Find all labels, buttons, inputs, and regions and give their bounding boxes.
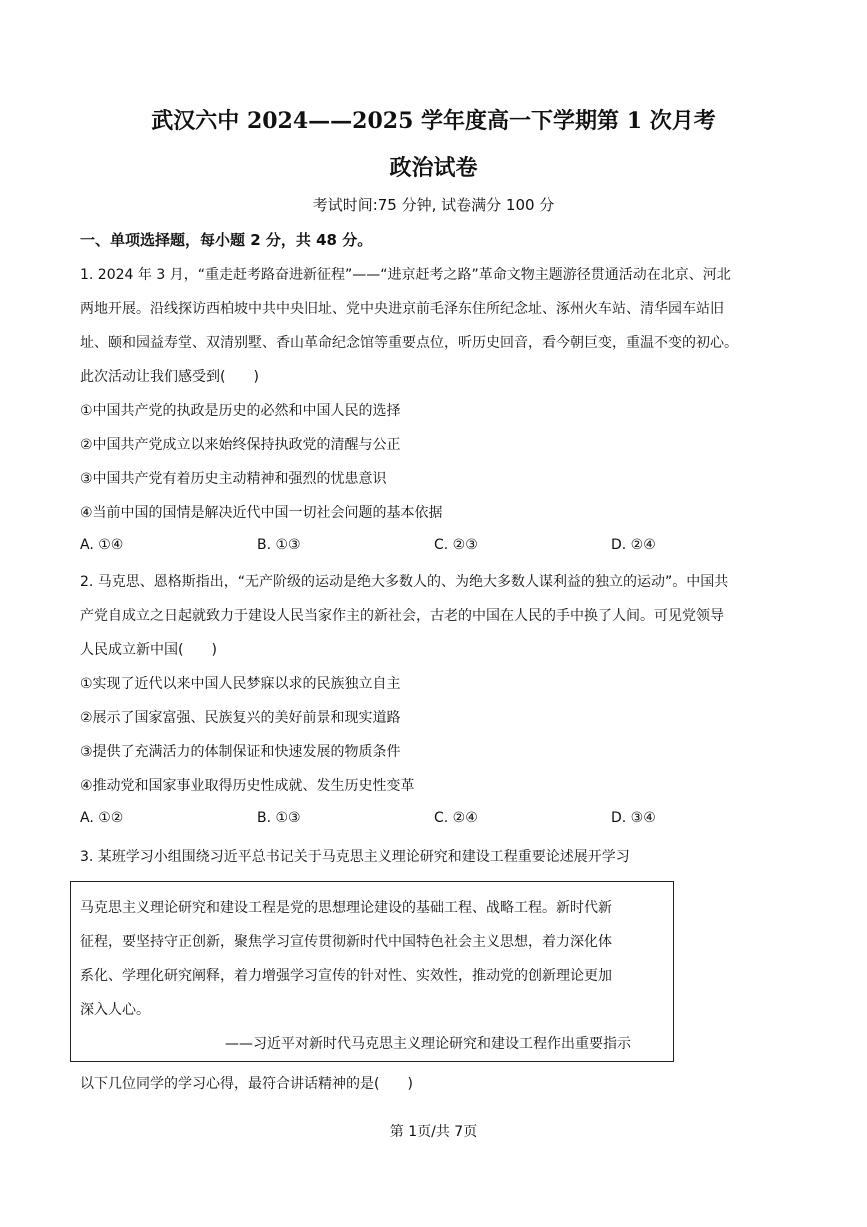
question-line: 1. 2024 年 3 月，“重走赶考路奋进新征程”——“进京赶考之路”革命文物主题游径贯通活动在北京、河北 xyxy=(80,267,731,283)
statement-item: ②展示了国家富强、民族复兴的美好前景和现实道路 xyxy=(80,710,401,726)
quote-line: 系化、学理化研究阐释，着力增强学习宣传的针对性、实效性，推动党的创新理论更加 xyxy=(80,968,612,984)
question-line: 人民成立新中国( ) xyxy=(80,642,217,658)
page-title: 武汉六中 2024——2025 学年度高一下学期第 1 次月考 xyxy=(151,108,716,134)
option-d: D. ②④ xyxy=(611,537,656,553)
statement-item: ①中国共产党的执政是历史的必然和中国人民的选择 xyxy=(80,403,401,419)
statement-item: ②中国共产党成立以来始终保持执政党的清醒与公正 xyxy=(80,437,401,453)
option-a: A. ①④ xyxy=(80,537,124,553)
question-line: 产党自成立之日起就致力于建设人民当家作主的新社会，古老的中国在人民的手中换了人间。可见党领导 xyxy=(80,608,724,624)
page-subtitle: 政治试卷 xyxy=(389,155,478,181)
option-a: A. ①② xyxy=(80,810,124,826)
option-d: D. ③④ xyxy=(611,810,656,826)
section-heading: 一、单项选择题，每小题 2 分，共 48 分。 xyxy=(80,231,373,249)
option-c: C. ②③ xyxy=(434,537,478,553)
quote-line: 征程，要坚持守正创新，聚焦学习宣传贯彻新时代中国特色社会主义思想，着力深化体 xyxy=(80,934,612,950)
question-line: 址、颐和园益寿堂、双清别墅、香山革命纪念馆等重要点位，听历史回音，看今朝巨变，重温不变的初心。 xyxy=(80,335,738,351)
option-b: B. ①③ xyxy=(257,537,301,553)
question-line: 两地开展。沿线探访西柏坡中共中央旧址、党中央进京前毛泽东住所纪念址、涿州火车站、清华园车站旧 xyxy=(80,301,724,317)
page-footer: 第 1页/共 7页 xyxy=(389,1124,478,1140)
question-line: 此次活动让我们感受到( ) xyxy=(80,369,259,385)
statement-item: ①实现了近代以来中国人民梦寐以求的民族独立自主 xyxy=(80,676,401,692)
option-c: C. ②④ xyxy=(434,810,478,826)
quote-line: 马克思主义理论研究和建设工程是党的思想理论建设的基础工程、战略工程。新时代新 xyxy=(80,900,612,916)
question-line: 3. 某班学习小组围绕习近平总书记关于马克思主义理论研究和建设工程重要论述展开学习 xyxy=(80,849,630,865)
quote-line: 深入人心。 xyxy=(80,1002,150,1018)
exam-info: 考试时间:75 分钟, 试卷满分 100 分 xyxy=(312,196,555,214)
statement-item: ③中国共产党有着历史主动精神和强烈的忧患意识 xyxy=(80,471,387,487)
question-line: 以下几位同学的学习心得，最符合讲话精神的是( ) xyxy=(80,1076,413,1092)
option-b: B. ①③ xyxy=(257,810,301,826)
statement-item: ③提供了充满活力的体制保证和快速发展的物质条件 xyxy=(80,744,401,760)
statement-item: ④推动党和国家事业取得历史性成就、发生历史性变革 xyxy=(80,778,415,794)
quote-source: ——习近平对新时代马克思主义理论研究和建设工程作出重要指示 xyxy=(225,1036,631,1052)
question-line: 2. 马克思、恩格斯指出，“无产阶级的运动是绝大多数人的、为绝大多数人谋利益的独立的运动”。中国共 xyxy=(80,574,729,590)
statement-item: ④当前中国的国情是解决近代中国一切社会问题的基本依据 xyxy=(80,505,443,521)
